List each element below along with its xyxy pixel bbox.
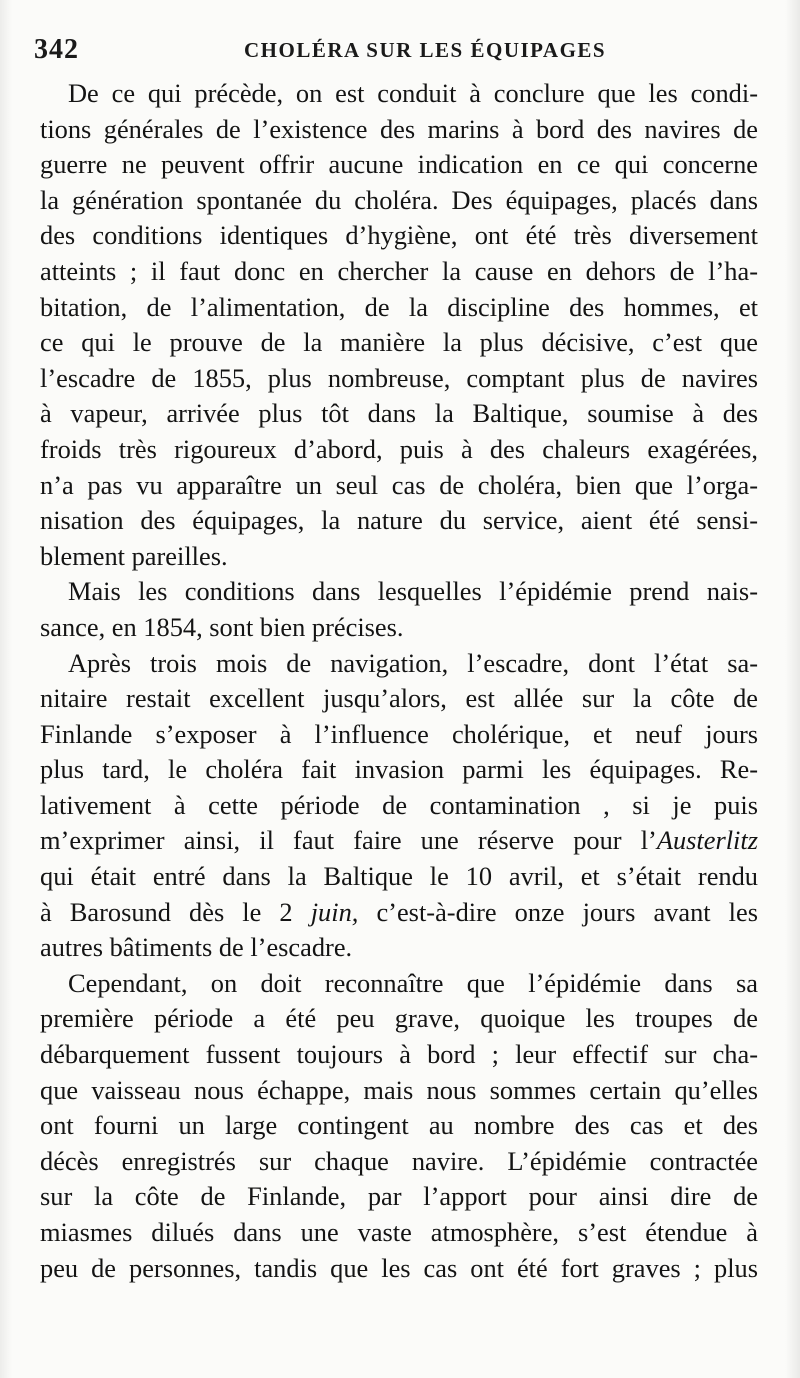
text-line: Finlande s’exposer à l’influence cholérique, et neuf jours — [40, 718, 758, 749]
text-line — [40, 895, 758, 931]
text-line: lativement à cette période de contamination , si je puis — [40, 789, 758, 820]
text-line: autres bâtiments de l’escadre. — [40, 932, 353, 963]
text-line: à vapeur, arrivée plus tôt dans la Baltique, soumise à des — [40, 398, 758, 429]
text-line: De ce qui précède, on est conduit à conclure que les condi- — [68, 78, 758, 108]
running-head: CHOLÉRA SUR LES ÉQUIPAGES — [244, 38, 607, 62]
text-line: froids très rigoureux d’abord, puis à des chaleurs exagérées, — [40, 433, 758, 464]
text-line: sance, en 1854, sont bien précises. — [40, 611, 404, 642]
text-line: n’a pas vu apparaître un seul cas de choléra, bien que l’orga- — [40, 469, 758, 500]
text-line: Après trois mois de navigation, l’escadre, dont l’état sa- — [68, 647, 758, 678]
text-line: des conditions identiques d’hygiène, ont été très diversement — [40, 220, 758, 251]
text-line: sur la côte de Finlande, par l’apport pour ainsi dire de — [40, 1181, 758, 1212]
text-line: débarquement fussent toujours à bord ; leur effectif sur cha- — [40, 1039, 758, 1070]
ship-name-italic: Austerlitz — [656, 825, 758, 856]
page-header — [34, 30, 760, 70]
text-line: nitaire restait excellent jusqu’alors, est allée sur la côte de — [40, 683, 758, 714]
body-text — [40, 76, 758, 1286]
text-line: la génération spontanée du choléra. Des équipages, placés dans — [40, 184, 758, 215]
text-segment: à Barosund dès le 2 — [40, 896, 311, 927]
date-italic: juin, — [310, 896, 359, 927]
text-line: ont fourni un large contingent au nombre des cas et des — [40, 1110, 758, 1141]
text-line: blement pareilles. — [40, 540, 228, 571]
text-line: première période a été peu grave, quoique les troupes de — [40, 1003, 758, 1034]
text-line: guerre ne peuvent offrir aucune indication en ce qui concerne — [40, 149, 758, 180]
text-line — [40, 823, 758, 859]
paragraph — [40, 646, 758, 966]
text-segment: m’exprimer ainsi, il faut faire une réserve pour l’ — [40, 825, 657, 856]
text-line: décès enregistrés sur chaque navire. L’épidémie contractée — [40, 1145, 758, 1176]
text-line: Mais les conditions dans lesquelles l’épidémie prend nais- — [68, 576, 758, 607]
page-number: 342 — [34, 34, 79, 65]
text-line: miasmes dilués dans une vaste atmosphère, s’est étendue à — [40, 1217, 758, 1247]
paragraph — [40, 574, 758, 645]
text-line: qui était entré dans la Baltique le 10 avril, et s’était rendu — [40, 861, 758, 892]
text-line: peu de personnes, tandis que les cas ont été fort graves ; plus — [40, 1252, 758, 1283]
text-line: que vaisseau nous échappe, mais nous sommes certain qu’elles — [40, 1074, 758, 1105]
text-line: Cependant, on doit reconnaître que l’épidémie dans sa — [68, 967, 758, 998]
text-line: plus tard, le choléra fait invasion parmi les équipages. Re- — [40, 754, 758, 785]
paragraph — [40, 76, 758, 574]
text-line: tions générales de l’existence des marins à bord des navires de — [40, 113, 758, 144]
text-line: nisation des équipages, la nature du service, aient été sensi- — [40, 505, 758, 536]
text-segment: c’est-à-dire onze jours avant les — [358, 896, 758, 927]
text-line: l’escadre de 1855, plus nombreuse, comptant plus de navires — [40, 362, 758, 393]
paragraph — [40, 966, 758, 1286]
text-line: bitation, de l’alimentation, de la discipline des hommes, et — [40, 291, 758, 322]
text-line: ce qui le prouve de la manière la plus décisive, c’est que — [40, 327, 758, 358]
text-line: atteints ; il faut donc en chercher la cause en dehors de l’ha- — [40, 255, 758, 286]
